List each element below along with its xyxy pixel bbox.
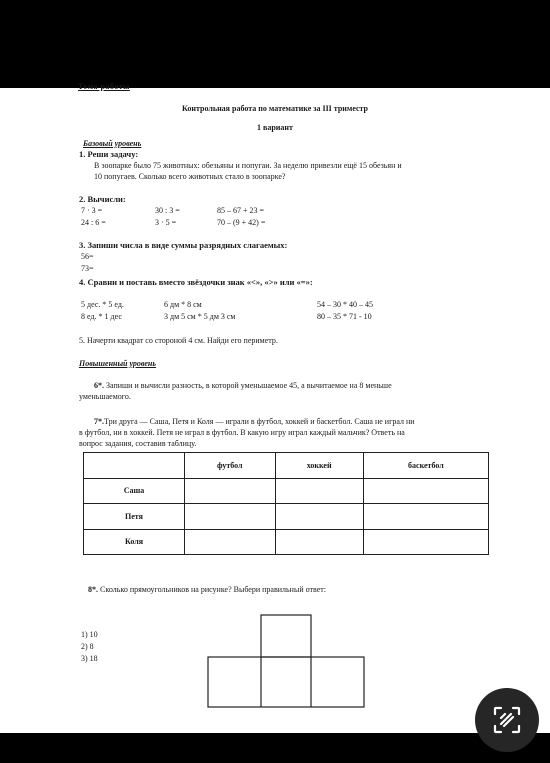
task1-heading: 1. Реши задачу: xyxy=(79,149,139,159)
table-row xyxy=(84,478,489,504)
task4-heading: 4. Сравни и поставь вместо звёздочки знак «<», «>» или «=»: xyxy=(79,277,313,287)
document-scan-icon[interactable] xyxy=(475,688,539,752)
task4-comparison: 8 ед. * 1 дес xyxy=(81,312,122,321)
task4-comparison: 5 дес. * 5 ед. xyxy=(81,300,124,309)
table-cell xyxy=(363,529,488,555)
table-row xyxy=(84,529,489,555)
bottom-black-bar xyxy=(0,733,550,763)
variant-label: 1 вариант xyxy=(257,123,293,132)
rectangles-figure xyxy=(207,614,367,710)
task6-text-line2: уменьшаемого. xyxy=(79,392,131,401)
task4-comparison: 80 – 35 * 71 - 10 xyxy=(317,312,372,321)
table-cell xyxy=(185,504,276,530)
scan-glyph-icon xyxy=(491,704,523,736)
answer-option: 3) 18 xyxy=(81,654,98,663)
bottom-rectangle xyxy=(208,657,364,707)
table-header-cell: футбол xyxy=(185,453,276,479)
answer-option: 2) 8 xyxy=(81,642,94,651)
table-row-label: Коля xyxy=(84,529,185,555)
top-black-bar xyxy=(0,0,550,88)
task6-text: Запиши и вычисли разность, в которой уменьшаемое 45, а вычитаемое на 8 меньше xyxy=(106,381,392,390)
task6-number: 6*. xyxy=(94,381,104,390)
table-cell xyxy=(275,504,363,530)
worksheet-page xyxy=(0,82,550,733)
task6-line1 xyxy=(94,381,392,390)
task8-text: Сколько прямоугольников на рисунке? Выбери правильный ответ: xyxy=(100,585,326,594)
task2-expr: 85 – 67 + 23 = xyxy=(217,206,265,215)
basic-level-label: Базовый уровень xyxy=(83,139,142,148)
task8-number: 8*. xyxy=(88,585,98,594)
task1-text-line2: 10 попугаев. Сколько всего животных стало в зоопарке? xyxy=(94,172,286,181)
task7-number: 7*. xyxy=(94,417,104,426)
table-cell xyxy=(185,478,276,504)
task2-heading: 2. Вычисли: xyxy=(79,194,126,204)
task3-heading: 3. Запиши числа в виде суммы разрядных слагаемых: xyxy=(79,240,288,250)
task4-comparison: 54 – 30 * 40 – 45 xyxy=(317,300,373,309)
table-row-label: Саша xyxy=(84,478,185,504)
task7-text-line3: вопрос задания, составив таблицу. xyxy=(79,439,197,448)
task8-line xyxy=(88,585,326,594)
table-row xyxy=(84,504,489,530)
table-cell xyxy=(275,478,363,504)
task4-comparison: 3 дм 5 см * 5 дм 3 см xyxy=(164,312,236,321)
task7-line1 xyxy=(94,417,415,426)
table-header-row xyxy=(84,453,489,479)
table-cell xyxy=(275,529,363,555)
task2-expr: 70 – (9 + 42) = xyxy=(217,218,266,227)
table-row-label: Петя xyxy=(84,504,185,530)
table-header-cell: хоккей xyxy=(275,453,363,479)
task1-text-line1: В зоопарке было 75 животных: обезьяны и попугаи. За неделю привезли ещё 15 обезьян и xyxy=(94,161,402,170)
table-header-cell: баскетбол xyxy=(363,453,488,479)
sports-table xyxy=(83,452,489,555)
advanced-level-label: Повышенный уровень xyxy=(79,359,157,368)
task7-text-line2: в футбол, ни в хоккей. Петя не играл в футбол. В какую игру играл каждый мальчик? Ответь на xyxy=(79,428,405,437)
task7-text: Три друга — Саша, Петя и Коля — играли в футбол, хоккей и баскетбол. Саша не играл ни xyxy=(104,417,415,426)
task2-expr: 30 : 3 = xyxy=(155,206,180,215)
task3-number: 56= xyxy=(81,252,94,261)
table-cell xyxy=(185,529,276,555)
table-header-cell xyxy=(84,453,185,479)
answer-option: 1) 10 xyxy=(81,630,98,639)
cut-off-heading: Тема работы xyxy=(78,82,130,91)
task2-expr: 7 · 3 = xyxy=(81,206,103,215)
task2-expr: 24 : 6 = xyxy=(81,218,106,227)
task2-expr: 3 · 5 = xyxy=(155,218,177,227)
table-cell xyxy=(363,478,488,504)
task3-number: 73= xyxy=(81,264,94,273)
task4-comparison: 6 дм * 8 см xyxy=(164,300,202,309)
table-cell xyxy=(363,504,488,530)
top-square xyxy=(261,615,311,657)
worksheet-title: Контрольная работа по математике за III триместр xyxy=(181,104,369,113)
task5-text: 5. Начерти квадрат со стороной 4 см. Найди его периметр. xyxy=(79,336,278,345)
